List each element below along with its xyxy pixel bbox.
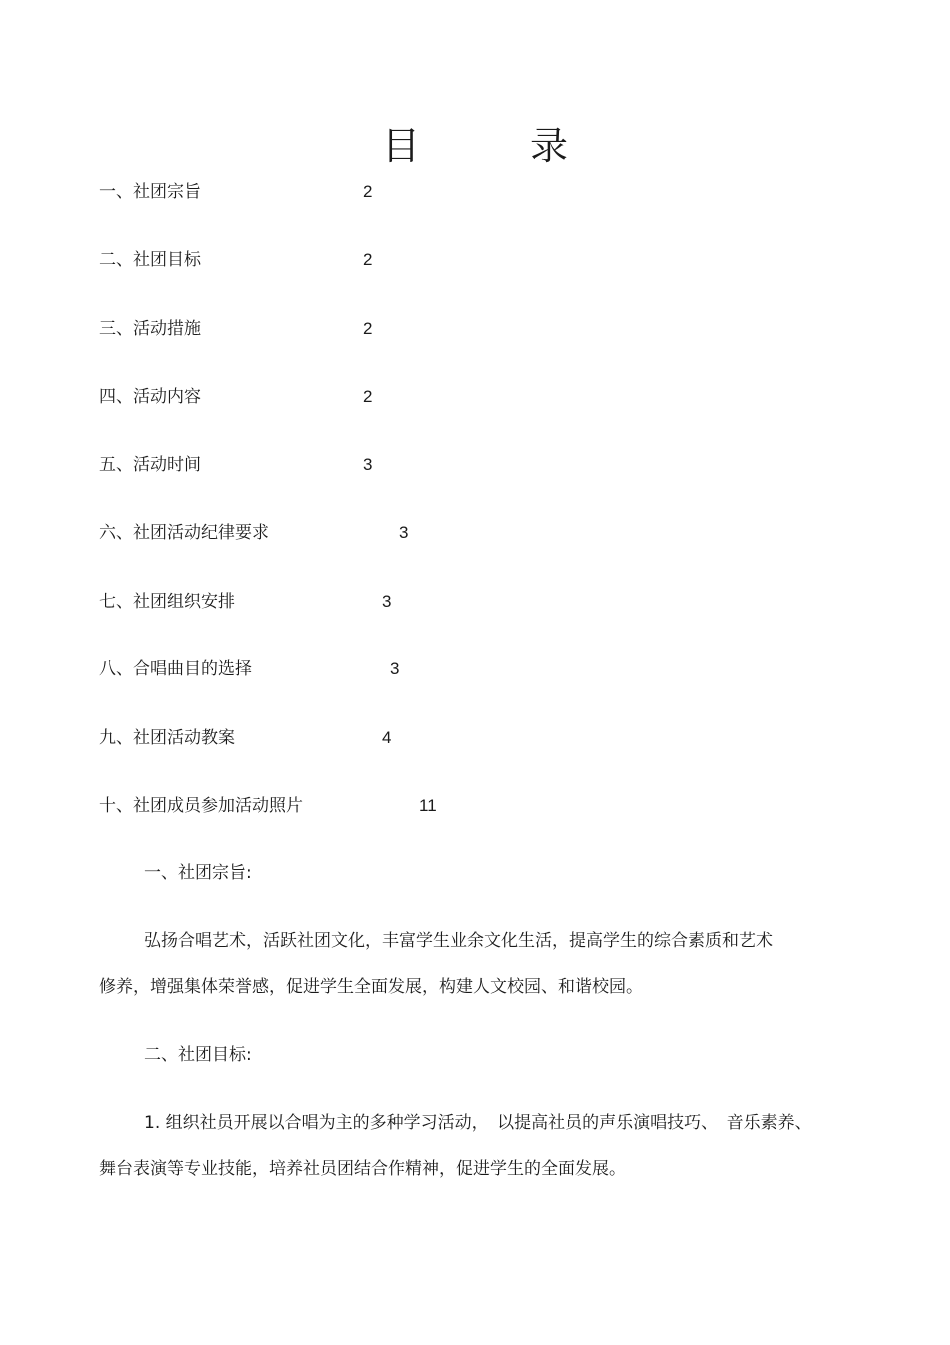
toc-entry-page: 2	[363, 387, 373, 406]
toc-entry-label: 十、社团成员参加活动照片	[99, 796, 303, 816]
toc-entry[interactable]	[99, 590, 599, 614]
paragraph-line: 修养，增强集体荣誉感，促进学生全面发展，构建人文校园、和谐校园。	[99, 977, 643, 997]
section-heading-purpose: 一、社团宗旨:	[144, 863, 252, 883]
toc-entry-label: 四、活动内容	[99, 387, 201, 407]
paragraph-line: 舞台表演等专业技能，培养社员团结合作精神，促进学生的全面发展。	[99, 1159, 626, 1179]
toc-entry-page: 2	[363, 250, 373, 269]
toc-entry[interactable]	[99, 248, 599, 272]
toc-entry-page: 3	[399, 523, 409, 542]
paragraph-line: 弘扬合唱艺术，活跃社团文化，丰富学生业余文化生活，提高学生的综合素质和艺术	[144, 931, 773, 951]
toc-entry-label: 六、社团活动纪律要求	[99, 523, 269, 543]
toc-entry[interactable]	[99, 180, 599, 204]
toc-entry-page: 3	[390, 659, 400, 678]
toc-entry-label: 三、活动措施	[99, 319, 201, 339]
paragraph-line: 1. 组织社员开展以合唱为主的多种学习活动， 以提高社员的声乐演唱技巧、 音乐素养、	[144, 1113, 812, 1133]
toc-entry-page: 2	[363, 182, 373, 201]
toc-entry[interactable]	[99, 794, 599, 818]
page-title: 目 录	[381, 124, 604, 168]
toc-entry-page: 4	[382, 728, 392, 747]
toc-entry-label: 五、活动时间	[99, 455, 201, 475]
toc-entry[interactable]	[99, 726, 599, 750]
toc-entry[interactable]	[99, 657, 599, 681]
toc-entry-label: 一、社团宗旨	[99, 182, 201, 202]
toc-entry[interactable]	[99, 453, 599, 477]
toc-entry-label: 八、合唱曲目的选择	[99, 659, 252, 679]
toc-entry[interactable]	[99, 317, 599, 341]
toc-entry[interactable]	[99, 521, 599, 545]
toc-entry-page: 2	[363, 319, 373, 338]
section-heading-goals: 二、社团目标:	[144, 1045, 252, 1065]
toc-entry-label: 九、社团活动教案	[99, 728, 235, 748]
toc-entry-label: 七、社团组织安排	[99, 592, 235, 612]
toc-entry-page: 3	[382, 592, 392, 611]
toc-entry[interactable]	[99, 385, 599, 409]
toc-entry-label: 二、社团目标	[99, 250, 201, 270]
toc-entry-page: 11	[419, 796, 437, 815]
toc-entry-page: 3	[363, 455, 373, 474]
